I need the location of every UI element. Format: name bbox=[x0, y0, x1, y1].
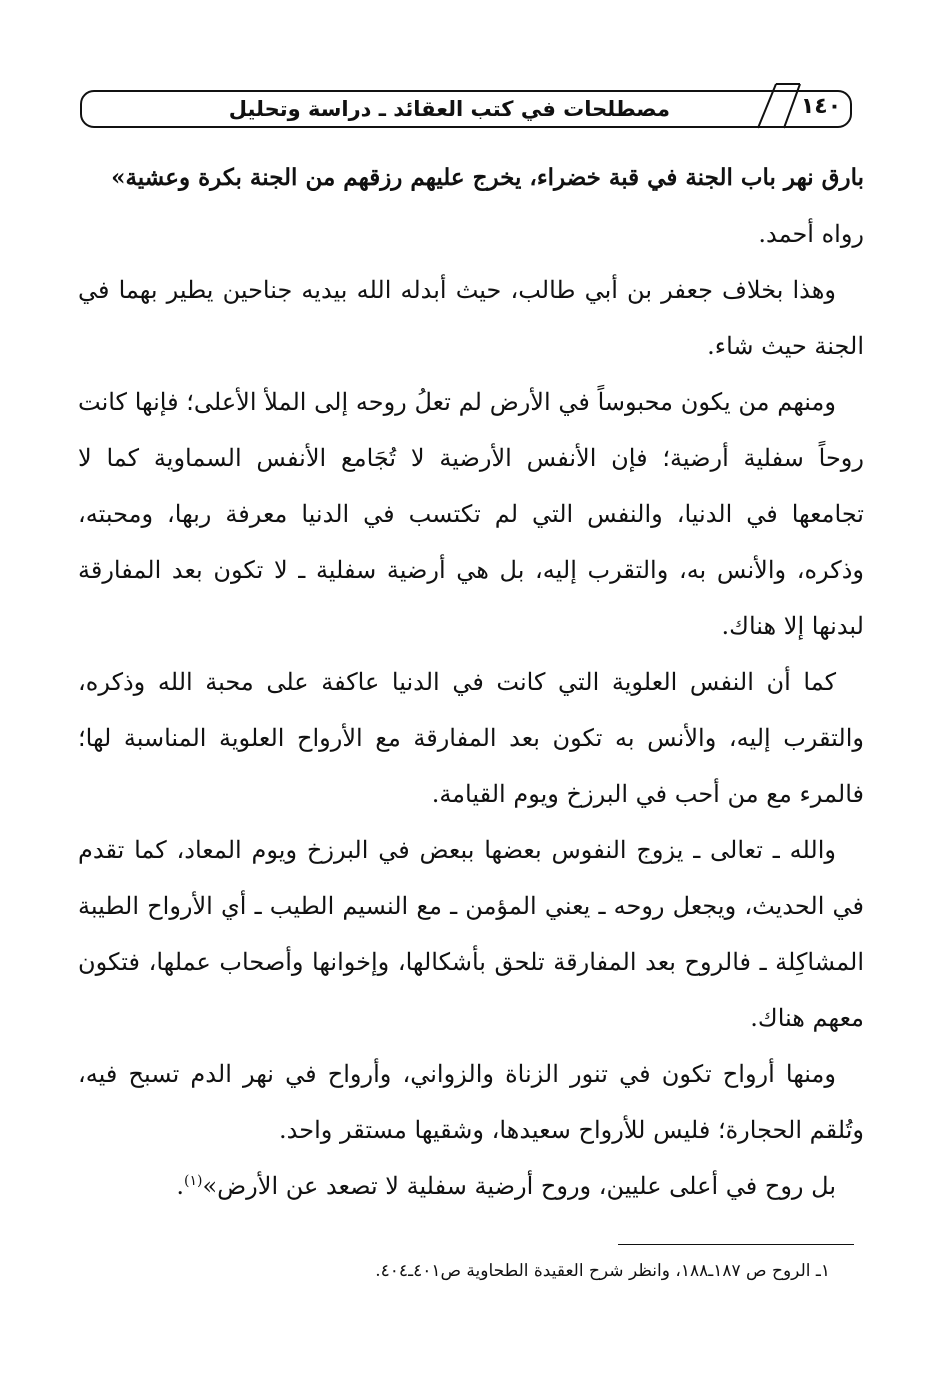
paragraph-pairing-souls: والله ـ تعالى ـ يزوج النفوس بعضها ببعض في البرزخ ويوم المعاد، كما تقدم في الحديث، ويجعل روحه ـ يعني المؤمن ـ مع النسيم الطيب ـ أي الأرواح الطيبة المشاكِلة ـ فالروح بعد المفارقة تلحق بأشكالها، وإخوانها وأصحاب عملها، فتكون معهم هناك. bbox=[78, 836, 864, 1032]
body-text bbox=[78, 150, 864, 1214]
paragraph-conclusion-text: بل روح في أعلى عليين، وروح أرضية سفلية لا تصعد عن الأرض» bbox=[202, 1172, 836, 1200]
paragraph-jafar: وهذا بخلاف جعفر بن أبي طالب، حيث أبدله الله بيديه جناحين يطير بهما في الجنة حيث شاء. bbox=[78, 276, 864, 360]
running-header-title: مصطلحات في كتب العقائد ـ دراسة وتحليل bbox=[228, 97, 670, 121]
paragraph-hadith-end: بارق نهر باب الجنة في قبة خضراء، يخرج عليهم رزقهم من الجنة بكرة وعشية» bbox=[111, 164, 864, 191]
footnote-reference[interactable]: (١) bbox=[184, 1173, 203, 1189]
paragraph-narrated-by: رواه أحمد. bbox=[758, 220, 864, 248]
paragraph-punished-souls: ومنها أرواح تكون في تنور الزناة والزواني، وأرواح في نهر الدم تسبح فيه، وتُلقم الحجارة؛ فليس للأرواح سعيدها، وشقيها مستقر واحد. bbox=[78, 1060, 864, 1144]
page-number: ١٤٠ bbox=[800, 94, 842, 119]
footnote-separator bbox=[618, 1244, 854, 1245]
footnote-text: ١ـ الروح ص ١٨٧ـ١٨٨، وانظر شرح العقيدة الطحاوية ص٤٠١ـ٤٠٤. bbox=[375, 1261, 830, 1281]
paragraph-imprisoned-souls: ومنهم من يكون محبوساً في الأرض لم تعلُ روحه إلى الملأ الأعلى؛ فإنها كانت روحاً سفلية أرضية؛ فإن الأنفس الأرضية لا تُجَامع الأنفس السماوية كما لا تجامعها في الدنيا، والنفس التي لم تكتسب في الدنيا معرفة ربها، ومحبته، وذكره، والأنس به، والتقرب إليه، بل هي أرضية سفلية ـ لا تكون بعد المفارقة لبدنها إلا هناك. bbox=[78, 388, 864, 640]
paragraph-exalted-soul: كما أن النفس العلوية التي كانت في الدنيا عاكفة على محبة الله وذكره، والتقرب إليه، والأنس به تكون بعد المفارقة مع الأرواح العلوية المناسبة لها؛ فالمرء مع من أحب في البرزخ ويوم القيامة. bbox=[78, 668, 864, 808]
paragraph-conclusion: بل روح في أعلى عليين، وروح أرضية سفلية لا تصعد عن الأرض»$^{(١)}$. bbox=[176, 1172, 836, 1200]
